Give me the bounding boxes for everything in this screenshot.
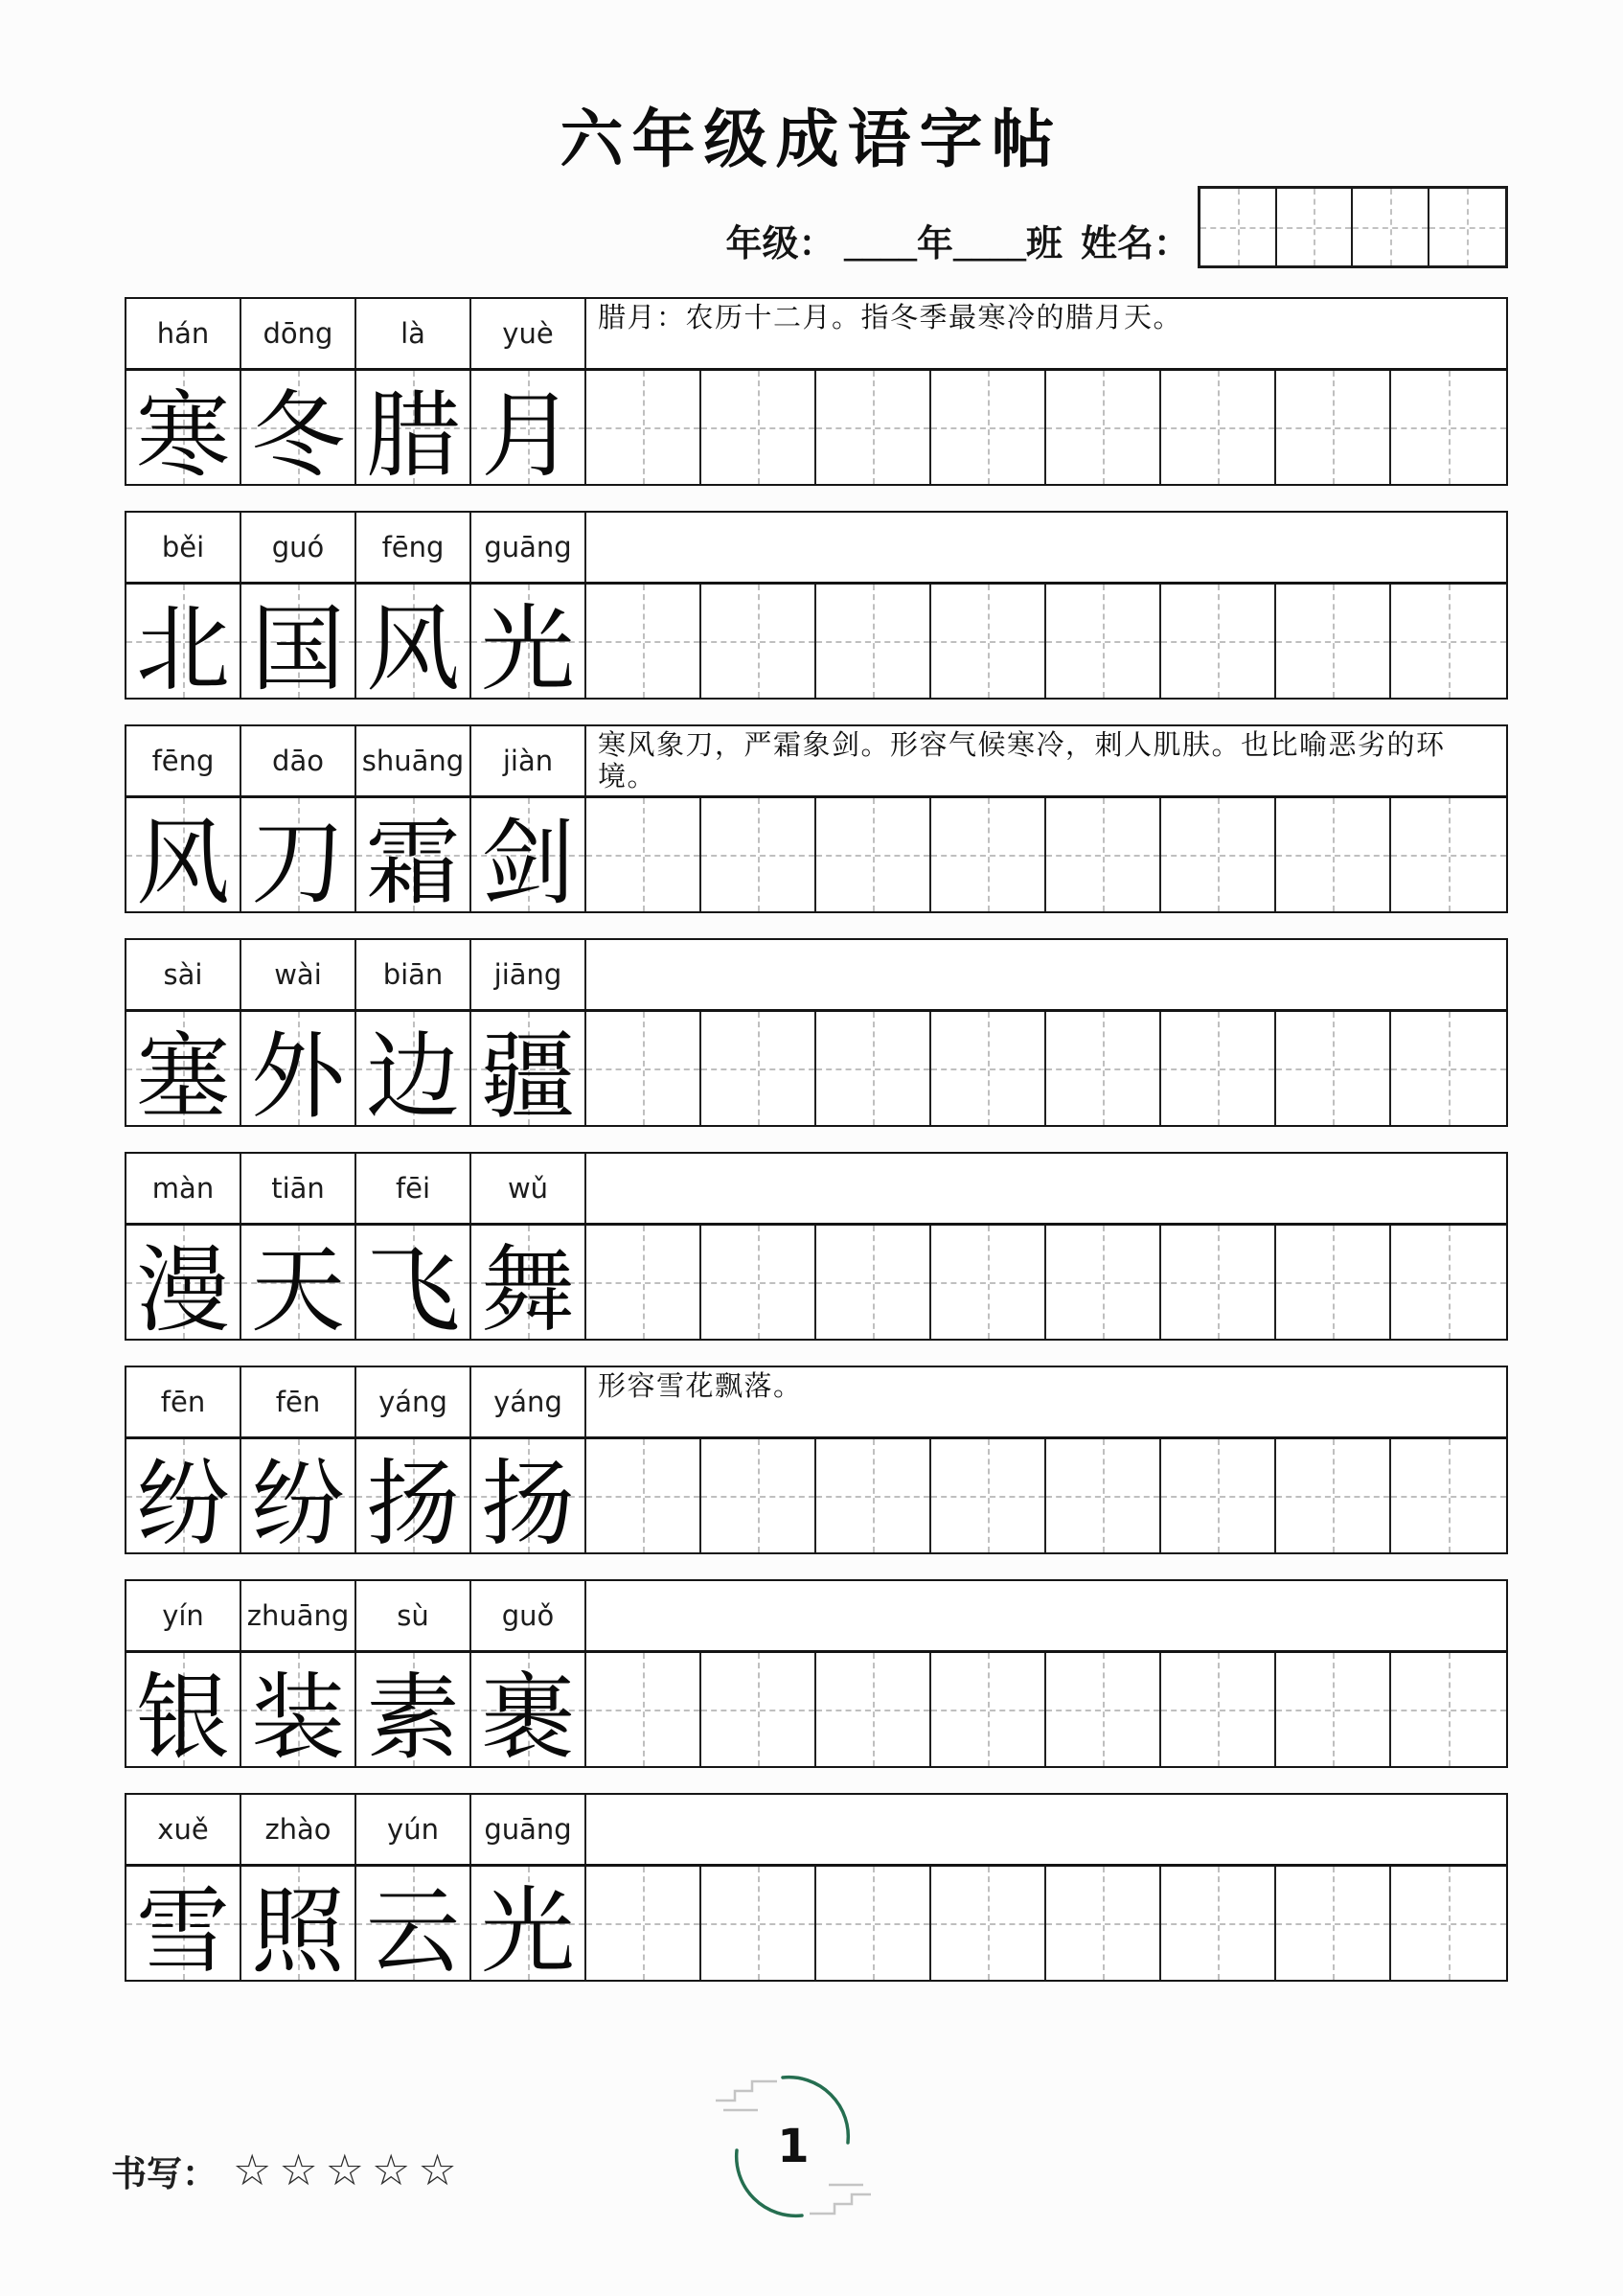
pinyin-cell: guāng — [471, 1795, 586, 1864]
practice-cell — [1391, 1226, 1506, 1339]
model-character-cell — [356, 585, 471, 702]
character-row — [126, 582, 1506, 702]
practice-cell — [816, 1867, 931, 1980]
model-character: 扬 — [365, 1453, 460, 1557]
practice-cell — [1391, 1439, 1506, 1552]
model-character-cell — [471, 1439, 586, 1557]
model-character: 裹 — [480, 1666, 575, 1771]
pinyin-cell: fēi — [356, 1154, 471, 1223]
model-character-cell — [126, 1439, 241, 1557]
practice-cell — [586, 798, 701, 911]
pinyin-cell: yáng — [356, 1367, 471, 1436]
definition-cell — [586, 940, 1506, 1009]
model-character-cell — [241, 1653, 356, 1771]
model-character: 漫 — [135, 1239, 230, 1343]
practice-cell — [1276, 585, 1391, 698]
idiom-block — [125, 1366, 1508, 1557]
pinyin-cell: yuè — [471, 299, 586, 368]
pinyin-cell: zhào — [241, 1795, 356, 1864]
practice-cell — [586, 1012, 701, 1125]
pinyin-cell: fēng — [356, 513, 471, 582]
model-character-cell — [356, 1867, 471, 1985]
practice-cell — [931, 1867, 1046, 1980]
practice-cell — [1161, 1439, 1276, 1552]
practice-cell — [1391, 1867, 1506, 1980]
page-number: 1 — [777, 2120, 810, 2173]
practice-cell — [701, 1867, 816, 1980]
pinyin-cell: sài — [126, 940, 241, 1009]
practice-cell — [816, 1653, 931, 1766]
definition-cell: 形容雪花飘落。 — [598, 1371, 803, 1402]
practice-cell — [586, 585, 701, 698]
practice-cell — [1046, 1012, 1161, 1125]
pinyin-cell: jiàn — [471, 726, 586, 795]
practice-cell — [586, 371, 701, 484]
pinyin-row — [126, 940, 1506, 1009]
model-character-cell — [471, 371, 586, 489]
model-character-cell — [126, 371, 241, 489]
model-character: 风 — [365, 598, 460, 702]
practice-cell — [1161, 1867, 1276, 1980]
writing-rating-line — [111, 2145, 465, 2196]
model-character: 纷 — [250, 1453, 345, 1557]
practice-cell — [1276, 798, 1391, 911]
writing-rating-label: 书写： — [111, 2155, 217, 2194]
model-character: 国 — [250, 598, 345, 702]
practice-cell — [701, 585, 816, 698]
pinyin-cell: guó — [241, 513, 356, 582]
pinyin-cell: shuāng — [356, 726, 471, 795]
practice-cell — [701, 1226, 816, 1339]
practice-cell — [701, 1012, 816, 1125]
grade-name-line — [125, 186, 1508, 268]
pinyin-row — [126, 1581, 1506, 1650]
practice-cell — [1391, 371, 1506, 484]
definition-cell: 寒风象刀，严霜象剑。形容气候寒冷，刺人肌肤。也比喻恶劣的环境。 — [598, 730, 1446, 792]
worksheet-table — [125, 297, 1508, 2007]
practice-cell — [1391, 585, 1506, 698]
pinyin-cell: zhuāng — [241, 1581, 356, 1650]
model-character: 北 — [135, 598, 230, 702]
practice-cell — [1046, 585, 1161, 698]
definition-cell — [586, 1154, 1506, 1223]
model-character-cell — [126, 1867, 241, 1985]
idiom-block — [125, 938, 1508, 1130]
model-character-cell — [356, 1226, 471, 1343]
practice-cell — [816, 1226, 931, 1339]
practice-cell — [1046, 371, 1161, 484]
practice-cell — [1161, 1012, 1276, 1125]
model-character: 云 — [365, 1880, 460, 1985]
model-character: 疆 — [480, 1025, 575, 1130]
pinyin-cell: dōng — [241, 299, 356, 368]
practice-cell — [1276, 1439, 1391, 1552]
definition-cell — [586, 1581, 1506, 1650]
model-character: 光 — [480, 598, 575, 702]
practice-cell — [701, 371, 816, 484]
character-row — [126, 1864, 1506, 1985]
definition-cell — [586, 1795, 1506, 1864]
practice-cell — [816, 798, 931, 911]
practice-cell — [931, 585, 1046, 698]
model-character: 素 — [365, 1666, 460, 1771]
practice-cell — [931, 1012, 1046, 1125]
practice-cell — [931, 798, 1046, 911]
practice-cell — [1046, 798, 1161, 911]
pinyin-row — [126, 299, 1506, 368]
pinyin-cell: xuě — [126, 1795, 241, 1864]
character-row — [126, 1436, 1506, 1557]
practice-cell — [586, 1226, 701, 1339]
idiom-block — [125, 1793, 1508, 1985]
cloud-scroll-icon — [810, 2185, 871, 2214]
practice-cell — [1161, 1653, 1276, 1766]
pinyin-cell: běi — [126, 513, 241, 582]
practice-cell — [586, 1867, 701, 1980]
pinyin-cell: hán — [126, 299, 241, 368]
model-character-cell — [241, 798, 356, 916]
pinyin-cell: màn — [126, 1154, 241, 1223]
pinyin-cell: jiāng — [471, 940, 586, 1009]
pinyin-cell: yún — [356, 1795, 471, 1864]
model-character-cell — [471, 798, 586, 916]
character-row — [126, 1650, 1506, 1771]
model-character: 装 — [250, 1666, 345, 1771]
page-title: 六年级成语字帖 — [560, 105, 1063, 176]
model-character: 照 — [250, 1880, 345, 1985]
practice-cell — [1046, 1439, 1161, 1552]
model-character: 风 — [135, 812, 230, 916]
model-character-cell — [126, 1012, 241, 1130]
practice-cell — [1391, 1012, 1506, 1125]
model-character: 寒 — [135, 384, 230, 489]
idiom-block — [125, 724, 1508, 916]
practice-cell — [931, 1226, 1046, 1339]
practice-cell — [1046, 1226, 1161, 1339]
model-character-cell — [241, 1439, 356, 1557]
model-character-cell — [126, 1653, 241, 1771]
model-character: 边 — [365, 1025, 460, 1130]
model-character: 霜 — [365, 812, 460, 916]
practice-cell — [701, 1653, 816, 1766]
cloud-scroll-icon — [716, 2081, 777, 2110]
idiom-block — [125, 1579, 1508, 1771]
idiom-block — [125, 297, 1508, 489]
pinyin-cell: guāng — [471, 513, 586, 582]
character-row — [126, 795, 1506, 916]
model-character: 银 — [135, 1666, 230, 1771]
name-grid-cell — [1277, 189, 1354, 265]
practice-cell — [816, 585, 931, 698]
practice-cell — [816, 1439, 931, 1552]
name-grid — [1198, 186, 1508, 268]
character-row — [126, 1009, 1506, 1130]
model-character: 腊 — [365, 384, 460, 489]
practice-cell — [586, 1653, 701, 1766]
practice-cell — [1276, 1012, 1391, 1125]
pinyin-cell: sù — [356, 1581, 471, 1650]
practice-cell — [1276, 1653, 1391, 1766]
pinyin-cell: fēn — [241, 1367, 356, 1436]
pinyin-row — [126, 1795, 1506, 1864]
practice-cell — [1161, 1226, 1276, 1339]
practice-cell — [1391, 1653, 1506, 1766]
model-character: 雪 — [135, 1880, 230, 1985]
character-row — [126, 1223, 1506, 1343]
model-character: 塞 — [135, 1025, 230, 1130]
name-grid-cell — [1353, 189, 1429, 265]
model-character-cell — [356, 1012, 471, 1130]
practice-cell — [1276, 371, 1391, 484]
pinyin-cell: là — [356, 299, 471, 368]
definition-cell — [586, 513, 1506, 582]
practice-cell — [1046, 1653, 1161, 1766]
pinyin-cell: biān — [356, 940, 471, 1009]
model-character: 飞 — [365, 1239, 460, 1343]
model-character-cell — [241, 1012, 356, 1130]
model-character-cell — [356, 1653, 471, 1771]
model-character-cell — [471, 585, 586, 702]
pinyin-row — [126, 513, 1506, 582]
model-character: 月 — [480, 384, 575, 489]
practice-cell — [586, 1439, 701, 1552]
model-character-cell — [241, 1867, 356, 1985]
model-character: 光 — [480, 1880, 575, 1985]
character-row — [126, 368, 1506, 489]
model-character-cell — [126, 585, 241, 702]
model-character: 纷 — [135, 1453, 230, 1557]
pinyin-cell: guǒ — [471, 1581, 586, 1650]
practice-cell — [701, 1439, 816, 1552]
model-character-cell — [471, 1653, 586, 1771]
name-grid-cell — [1200, 189, 1277, 265]
model-character-cell — [241, 585, 356, 702]
model-character: 外 — [250, 1025, 345, 1130]
grade-name-label: 年级： ____年____班 姓名： — [725, 224, 1190, 264]
model-character: 舞 — [480, 1239, 575, 1343]
practice-cell — [816, 371, 931, 484]
pinyin-cell: dāo — [241, 726, 356, 795]
pinyin-cell: fēng — [126, 726, 241, 795]
practice-cell — [1276, 1226, 1391, 1339]
page-number-ornament — [702, 2053, 884, 2254]
model-character-cell — [241, 1226, 356, 1343]
practice-cell — [1046, 1867, 1161, 1980]
model-character-cell — [356, 1439, 471, 1557]
model-character-cell — [126, 798, 241, 916]
pinyin-cell: wài — [241, 940, 356, 1009]
pinyin-row — [126, 1367, 1506, 1436]
pinyin-row — [126, 726, 1506, 795]
name-grid-cell — [1429, 189, 1506, 265]
model-character: 天 — [250, 1239, 345, 1343]
practice-cell — [1161, 798, 1276, 911]
model-character-cell — [356, 798, 471, 916]
pinyin-row — [126, 1154, 1506, 1223]
pinyin-cell: tiān — [241, 1154, 356, 1223]
pinyin-cell: yáng — [471, 1367, 586, 1436]
idiom-block — [125, 511, 1508, 700]
practice-cell — [931, 1439, 1046, 1552]
pinyin-cell: fēn — [126, 1367, 241, 1436]
model-character-cell — [471, 1867, 586, 1985]
practice-cell — [931, 371, 1046, 484]
model-character: 刀 — [250, 812, 345, 916]
practice-cell — [1276, 1867, 1391, 1980]
model-character-cell — [471, 1226, 586, 1343]
definition-cell: 腊月：农历十二月。指冬季最寒冷的腊月天。 — [598, 303, 1183, 333]
practice-cell — [701, 798, 816, 911]
model-character: 冬 — [250, 384, 345, 489]
idiom-block — [125, 1152, 1508, 1341]
model-character: 剑 — [480, 812, 575, 916]
practice-cell — [1161, 585, 1276, 698]
rating-stars-icon: ☆☆☆☆☆ — [233, 2146, 465, 2194]
pinyin-cell: wǔ — [471, 1154, 586, 1223]
model-character-cell — [126, 1226, 241, 1343]
practice-cell — [1391, 798, 1506, 911]
pinyin-cell: yín — [126, 1581, 241, 1650]
model-character-cell — [471, 1012, 586, 1130]
practice-cell — [1161, 371, 1276, 484]
model-character-cell — [356, 371, 471, 489]
model-character-cell — [241, 371, 356, 489]
practice-cell — [931, 1653, 1046, 1766]
model-character: 扬 — [480, 1453, 575, 1557]
practice-cell — [816, 1012, 931, 1125]
